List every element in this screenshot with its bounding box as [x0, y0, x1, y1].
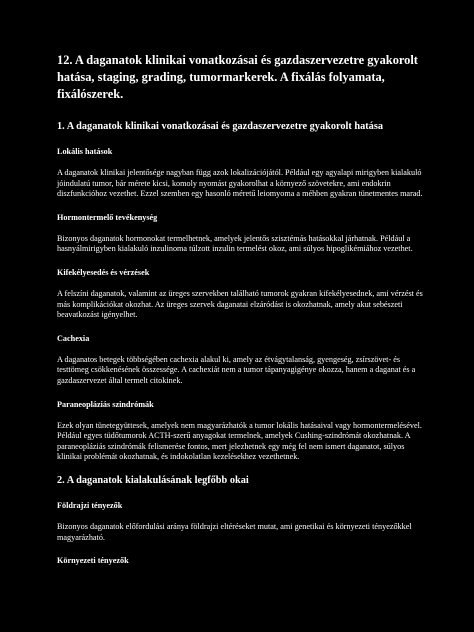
page-title: 12. A daganatok klinikai vonatkozásai és gazdaszervezetre gyakorolt hatása, staging, grading, tumormarkerek. A fixálás folyamata, fixálószerek. — [57, 53, 418, 101]
subsection-heading-hormone-production: Hormontermelő tevékenység — [57, 212, 158, 222]
section-heading-causes: 2. A daganatok kialakulásának legfőbb okai — [57, 474, 249, 486]
subsection-heading-cachexia: Cachexia — [57, 333, 90, 343]
subsection-heading-ulceration-bleeding: Kifekélyesedés és vérzések — [57, 267, 150, 277]
subsection-heading-environmental-factors: Környezeti tényezők — [57, 556, 129, 566]
paragraph-paraneoplastic: Ezek olyan tünetegyüttesek, amelyek nem magyarázhatók a tumor lokális hatásaival vagy hormontermelésével. Például egyes tüdőtumorok ACTH-szerű anyagokat termelnek, amelyek Cushing-szindrómát okozhatnak. A paraneopláziás szindrómák felismerése fontos, mert jelezhetnek egy még fel nem ismert daganatot, súlyos klinikai problémát okozhatnak, és indokolatlan kezelésekhez vezethetnek. — [57, 420, 422, 462]
paragraph-geographic-factors: Bizonyos daganatok előfordulási aránya földrajzi eltéréseket mutat, ami genetikai és környezeti tényezőkkel magyarázható. — [57, 521, 412, 542]
paragraph-local-effects: A daganatok klinikai jelentősége nagyban függ azok lokalizációjától. Például egy agyalapi mirigyben kialakuló jóindulatú tumor, bár mérete kicsi, komoly nyomást gyakorolhat a környező szövetekre, ami endokrin diszfunkcióhoz vezethet. Ezzel szemben egy hasonló méretű leiomyoma a méhben gyakran tünetmentes marad. — [57, 168, 423, 199]
subsection-heading-paraneoplastic: Paraneopláziás szindrómák — [57, 399, 154, 409]
paragraph-hormone-production: Bizonyos daganatok hormonokat termelhetnek, amelyek jelentős szisztémás hatásokkal járhatnak. Például a hasnyálmirigyben kialakuló inzulinoma túlzott inzulin termelést okoz, ami súlyos hipoglikémiához vezethet. — [57, 233, 413, 254]
subsection-heading-local-effects: Lokális hatások — [57, 147, 113, 156]
paragraph-ulceration-bleeding: A felszíni daganatok, valamint az üreges szervekben található tumorok gyakran kifekélyesednek, ami vérzést és más komplikációkat okozhat. Az üreges szervek daganatai elzáródást is okozhatnak, amely akut sebészeti beavatkozást igényelhet. — [57, 288, 423, 320]
section-heading-clinical-effects: 1. A daganatok klinikai vonatkozásai és gazdaszervezetre gyakorolt hatása — [57, 121, 383, 132]
paragraph-cachexia: A daganatos betegek többségében cachexia alakul ki, amely az étvágytalanság, gyengeség, zsírszövet- és testtömeg csökkenésének összessége. A cachexiát nem a tumor tápanyagigénye okozza, hanem a daganat és a gazdaszervezet által termelt citokinek. — [57, 354, 416, 385]
subsection-heading-geographic-factors: Földrajzi tényezők — [57, 500, 123, 510]
